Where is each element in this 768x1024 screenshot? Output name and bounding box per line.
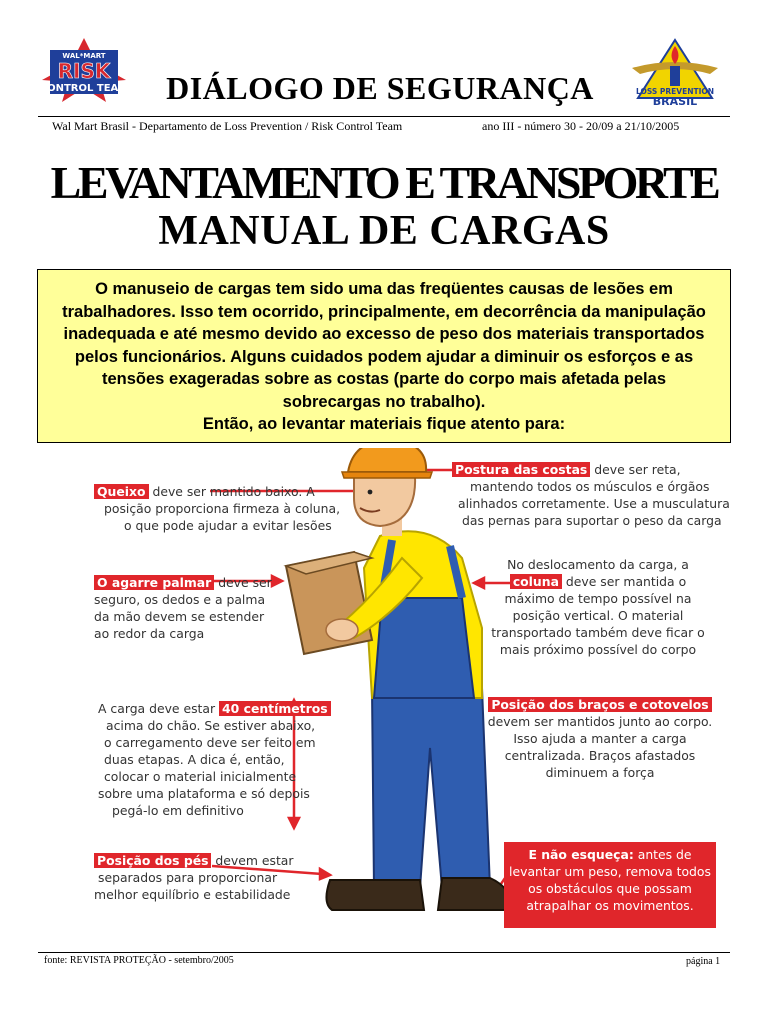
loss-prevention-brasil-logo bbox=[630, 38, 720, 108]
note-nao-esqueca: E não esqueça: antes de levantar um peso, remova todos os obstáculos que possam atrapalhar os movimentos. bbox=[504, 842, 716, 928]
header-divider bbox=[38, 116, 730, 117]
note-posicao-pes: Posição dos pés devem estar separados para proporcionar melhor equilíbrio e estabilidade bbox=[94, 853, 294, 902]
svg-text:WAL*MART: WAL*MART bbox=[62, 52, 106, 60]
note-altura-carga: A carga deve estar 40 centímetros acima do chão. Se estiver abaixo, o carregamento deve ser feito em duas etapas. A dica é, então, colocar o material inicialmente sobre uma plataforma e só depois pegá-lo em definitivo bbox=[98, 700, 331, 819]
svg-text:RISK: RISK bbox=[57, 59, 111, 83]
footer-page-number: página 1 bbox=[686, 956, 721, 967]
intro-text: O manuseio de cargas tem sido uma das freqüentes causas de lesões em trabalhadores. Isso tem ocorrido, principalmente, em decorrência da manipulação inadequada e até mesmo devido ao excesso de peso dos materiais transportados pelos funcionários. Alguns cuidados podem ajudar a diminuir os esforços e as tensões exageradas sobre as costas (parte do corpo mais afetada pelas sobrecargas no trabalho). bbox=[62, 280, 706, 411]
tag-posicao-pes: Posição dos pés bbox=[94, 853, 211, 868]
tag-agarre-palmar: O agarre palmar bbox=[94, 575, 214, 590]
header-department: Wal Mart Brasil - Departamento de Loss Prevention / Risk Control Team bbox=[52, 119, 403, 133]
svg-text:LOSS PREVENTION: LOSS PREVENTION bbox=[635, 87, 715, 96]
main-title-line2: MANUAL DE CARGAS bbox=[158, 208, 610, 254]
note-queixo: Queixo deve ser mantido baixo. A posição proporciona firmeza à coluna, o que pode ajudar a evitar lesões bbox=[94, 483, 340, 534]
document-header-title: DIÁLOGO DE SEGURANÇA bbox=[166, 70, 594, 106]
svg-text:CONTROL TEAM: CONTROL TEAM bbox=[40, 83, 128, 94]
tag-nao-esqueca: E não esqueça: bbox=[528, 847, 634, 862]
svg-text:BRASIL: BRASIL bbox=[652, 95, 698, 108]
main-title-line1: LEVANTAMENTO E TRANSPORTE bbox=[50, 157, 718, 208]
tag-coluna: coluna bbox=[510, 574, 562, 589]
tag-40-centimetros: 40 centímetros bbox=[219, 701, 331, 716]
tag-postura-costas: Postura das costas bbox=[452, 462, 590, 477]
note-agarre-palmar: O agarre palmar deve ser seguro, os dedos e a palma da mão devem se estender ao redor da carga bbox=[94, 575, 272, 641]
note-bracos-cotovelos: Posição dos braços e cotovelos devem ser mantidos junto ao corpo. Isso ajuda a manter a carga centralizada. Braços afastados diminuem a força bbox=[487, 697, 713, 780]
intro-closing: Então, ao levantar materiais fique atento para: bbox=[202, 415, 566, 433]
tag-bracos-cotovelos: Posição dos braços e cotovelos bbox=[488, 697, 711, 712]
note-coluna: No deslocamento da carga, a coluna deve ser mantida o máximo de tempo possível na posição vertical. O material transportado também deve ficar o mais próximo possível do corpo bbox=[491, 557, 705, 657]
note-postura-costas: Postura das costas deve ser reta, mantendo todos os músculos e órgãos alinhados corretamente. Use a musculatura das pernas para suportar o peso da carga bbox=[452, 461, 730, 529]
header-issue-info: ano III - número 30 - 20/09 a 21/10/2005 bbox=[482, 119, 680, 133]
intro-box bbox=[37, 269, 731, 443]
footer-divider bbox=[38, 952, 730, 953]
tag-queixo: Queixo bbox=[94, 484, 149, 499]
footer-source: fonte: REVISTA PROTEÇÃO - setembro/2005 bbox=[44, 955, 234, 966]
risk-control-team-logo bbox=[40, 36, 128, 104]
lifting-illustration bbox=[42, 448, 730, 950]
